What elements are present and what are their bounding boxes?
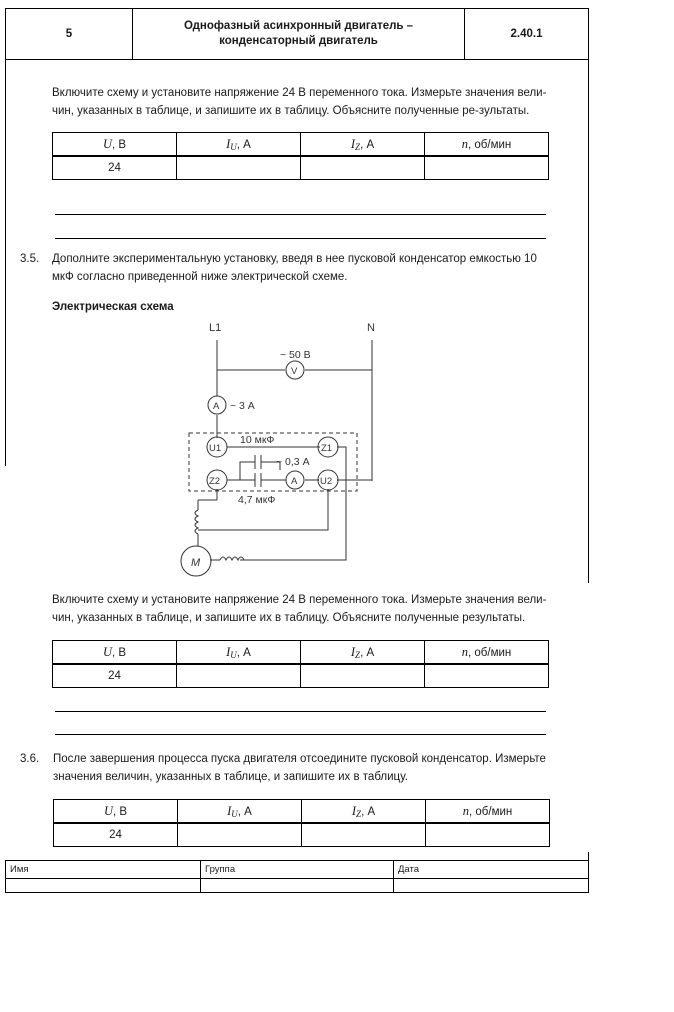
cell-empty[interactable] bbox=[301, 664, 425, 688]
col-current-z: $I_Z$, А bbox=[301, 641, 425, 665]
schematic-heading: Электрическая схема bbox=[52, 301, 174, 313]
label-n: N bbox=[367, 322, 375, 334]
col-current-u: $I_U$, А bbox=[178, 800, 302, 824]
section-3-5-line-2: мкФ согласно приведенной ниже электрической схеме. bbox=[52, 271, 348, 283]
label-voltage: ~ 50 В bbox=[280, 349, 311, 361]
cell-voltage: 24 bbox=[53, 156, 177, 180]
after-line-1: Включите схему и установите напряжение 24 В переменного тока. Измерьте значения вели- bbox=[52, 594, 547, 606]
terminal-u1: U1 bbox=[209, 443, 222, 454]
footer-name-label: Имя bbox=[6, 861, 201, 878]
label-l1: L1 bbox=[209, 322, 222, 334]
col-current-z: $I_Z$, А bbox=[301, 133, 425, 157]
section-3-6-line-1: После завершения процесса пуска двигателя отсоедините пусковой конденсатор. Измерьте bbox=[53, 753, 546, 765]
cell-empty[interactable] bbox=[177, 664, 301, 688]
voltmeter-symbol: V bbox=[291, 366, 298, 377]
ammeter-cap-symbol: A bbox=[291, 476, 298, 487]
terminal-z2: Z2 bbox=[209, 476, 221, 487]
table-row bbox=[54, 823, 550, 847]
col-speed: n, об/мин bbox=[425, 133, 549, 157]
intro-line-2: чин, указанных в таблице, и запишите их в таблицу. Объясните полученные ре-зультаты. bbox=[52, 105, 530, 117]
col-current-z: $I_Z$, А bbox=[302, 800, 426, 824]
footer-fields-row bbox=[6, 879, 588, 893]
col-current-u: $I_U$, А bbox=[177, 641, 301, 665]
measurement-table-2 bbox=[52, 640, 549, 688]
terminal-z1: Z1 bbox=[321, 443, 333, 454]
col-voltage: U, В bbox=[53, 641, 177, 665]
intro-line-1: Включите схему и установите напряжение 24 В переменного тока. Измерьте значения вели- bbox=[52, 87, 547, 99]
label-current-cap: ~ 0,3 А bbox=[276, 456, 310, 468]
label-run-capacitor: 4,7 мкФ bbox=[238, 494, 276, 506]
label-start-capacitor: 10 мкФ bbox=[240, 434, 275, 446]
answer-line bbox=[55, 711, 546, 712]
after-line-2: чин, указанных в таблице, и запишите их в таблицу. Объясните полученные результаты. bbox=[52, 612, 526, 624]
footer-date-field[interactable] bbox=[394, 879, 588, 893]
table-header-row bbox=[54, 800, 550, 824]
col-speed: n, об/мин bbox=[425, 641, 549, 665]
table-header-row bbox=[53, 641, 549, 665]
col-voltage: U, В bbox=[53, 133, 177, 157]
footer-labels-row bbox=[6, 861, 588, 879]
cell-voltage: 24 bbox=[53, 664, 177, 688]
section-3-5-line-1: Дополните экспериментальную установку, введя в нее пусковой конденсатор емкостью 10 bbox=[52, 253, 537, 265]
document-code: 2.40.1 bbox=[510, 28, 543, 40]
footer-date-label: Дата bbox=[398, 864, 420, 875]
cell-empty[interactable] bbox=[178, 823, 302, 847]
title-line-2: конденсаторный двигатель bbox=[219, 35, 378, 47]
footer-name-field[interactable] bbox=[6, 879, 201, 893]
after-schematic-paragraph bbox=[52, 591, 546, 627]
footer-group-label: Группа bbox=[201, 861, 394, 878]
title-line-1: Однофазный асинхронный двигатель – bbox=[183, 20, 414, 32]
page-footer bbox=[5, 860, 589, 893]
col-voltage: U, В bbox=[54, 800, 178, 824]
section-3-6-text bbox=[53, 750, 546, 786]
table-row bbox=[53, 664, 549, 688]
col-current-u: $I_U$, А bbox=[177, 133, 301, 157]
cell-empty[interactable] bbox=[425, 664, 549, 688]
footer-group-field[interactable] bbox=[201, 879, 394, 893]
cell-empty[interactable] bbox=[302, 823, 426, 847]
measurement-table-3 bbox=[53, 799, 550, 847]
section-number-3-6: 3.6. bbox=[20, 753, 40, 765]
cell-voltage: 24 bbox=[54, 823, 178, 847]
ammeter-symbol: A bbox=[213, 401, 220, 412]
motor-symbol: M bbox=[191, 557, 201, 569]
cell-empty[interactable] bbox=[426, 823, 550, 847]
section-number-3-5: 3.5. bbox=[20, 253, 40, 265]
terminal-u2: U2 bbox=[320, 476, 333, 487]
label-current-main: ~ 3 А bbox=[230, 400, 255, 412]
answer-line bbox=[55, 734, 546, 735]
col-speed: n, об/мин bbox=[426, 800, 550, 824]
section-3-6-line-2: значения величин, указанных в таблице, и запишите их в таблицу. bbox=[53, 771, 408, 783]
page-number: 5 bbox=[6, 9, 133, 59]
